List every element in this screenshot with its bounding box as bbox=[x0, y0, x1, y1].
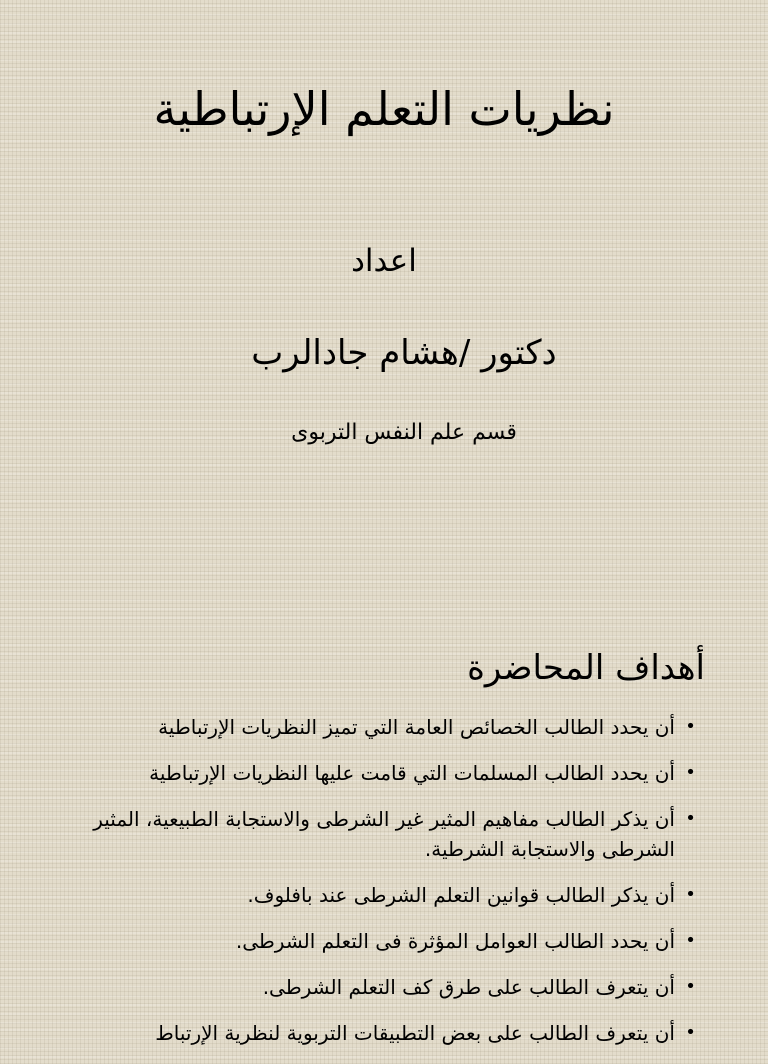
objectives-list bbox=[60, 712, 706, 1064]
list-item bbox=[60, 926, 706, 956]
objective-text: أن يذكر الطالب مفاهيم المثير غير الشرطى والاستجابة الطبيعية، المثير الشرطى والاستجابة الشرطية. bbox=[93, 807, 675, 861]
objectives-heading: أهداف المحاضرة bbox=[467, 648, 705, 688]
objective-text: أن يذكر الطالب قوانين التعلم الشرطى عند بافلوف. bbox=[247, 883, 675, 907]
slide-objectives bbox=[0, 512, 768, 1045]
bullet-icon: • bbox=[685, 930, 696, 951]
prepared-by-label: اعداد bbox=[351, 243, 417, 279]
objective-text: أن يتعرف الطالب على بعض التطبيقات التربوية لنظرية الإرتباط bbox=[155, 1021, 675, 1045]
list-item bbox=[60, 972, 706, 1002]
department-name: قسم علم النفس التربوى bbox=[291, 420, 517, 445]
slide-title-page bbox=[0, 0, 768, 512]
list-item bbox=[60, 1018, 706, 1048]
list-item bbox=[60, 712, 706, 742]
bullet-icon: • bbox=[685, 976, 696, 997]
bullet-icon: • bbox=[685, 762, 696, 783]
objective-text: أن يحدد الطالب العوامل المؤثرة فى التعلم الشرطى. bbox=[235, 929, 675, 953]
objective-text: أن يتعرف الطالب على طرق كف التعلم الشرطى. bbox=[262, 975, 675, 999]
bullet-icon: • bbox=[685, 808, 696, 829]
author-name: دكتور /هشام جادالرب bbox=[251, 333, 557, 373]
bullet-icon: • bbox=[685, 1022, 696, 1043]
bullet-icon: • bbox=[685, 884, 696, 905]
objective-text: أن يحدد الطالب الخصائص العامة التي تميز النظريات الإرتباطية bbox=[158, 715, 675, 739]
list-item bbox=[60, 804, 706, 864]
lecture-title: نظريات التعلم الإرتباطية bbox=[153, 82, 615, 136]
objective-text: أن يحدد الطالب المسلمات التي قامت عليها النظريات الإرتباطية bbox=[149, 761, 675, 785]
bullet-icon: • bbox=[685, 716, 696, 737]
list-item bbox=[60, 758, 706, 788]
list-item bbox=[60, 880, 706, 910]
